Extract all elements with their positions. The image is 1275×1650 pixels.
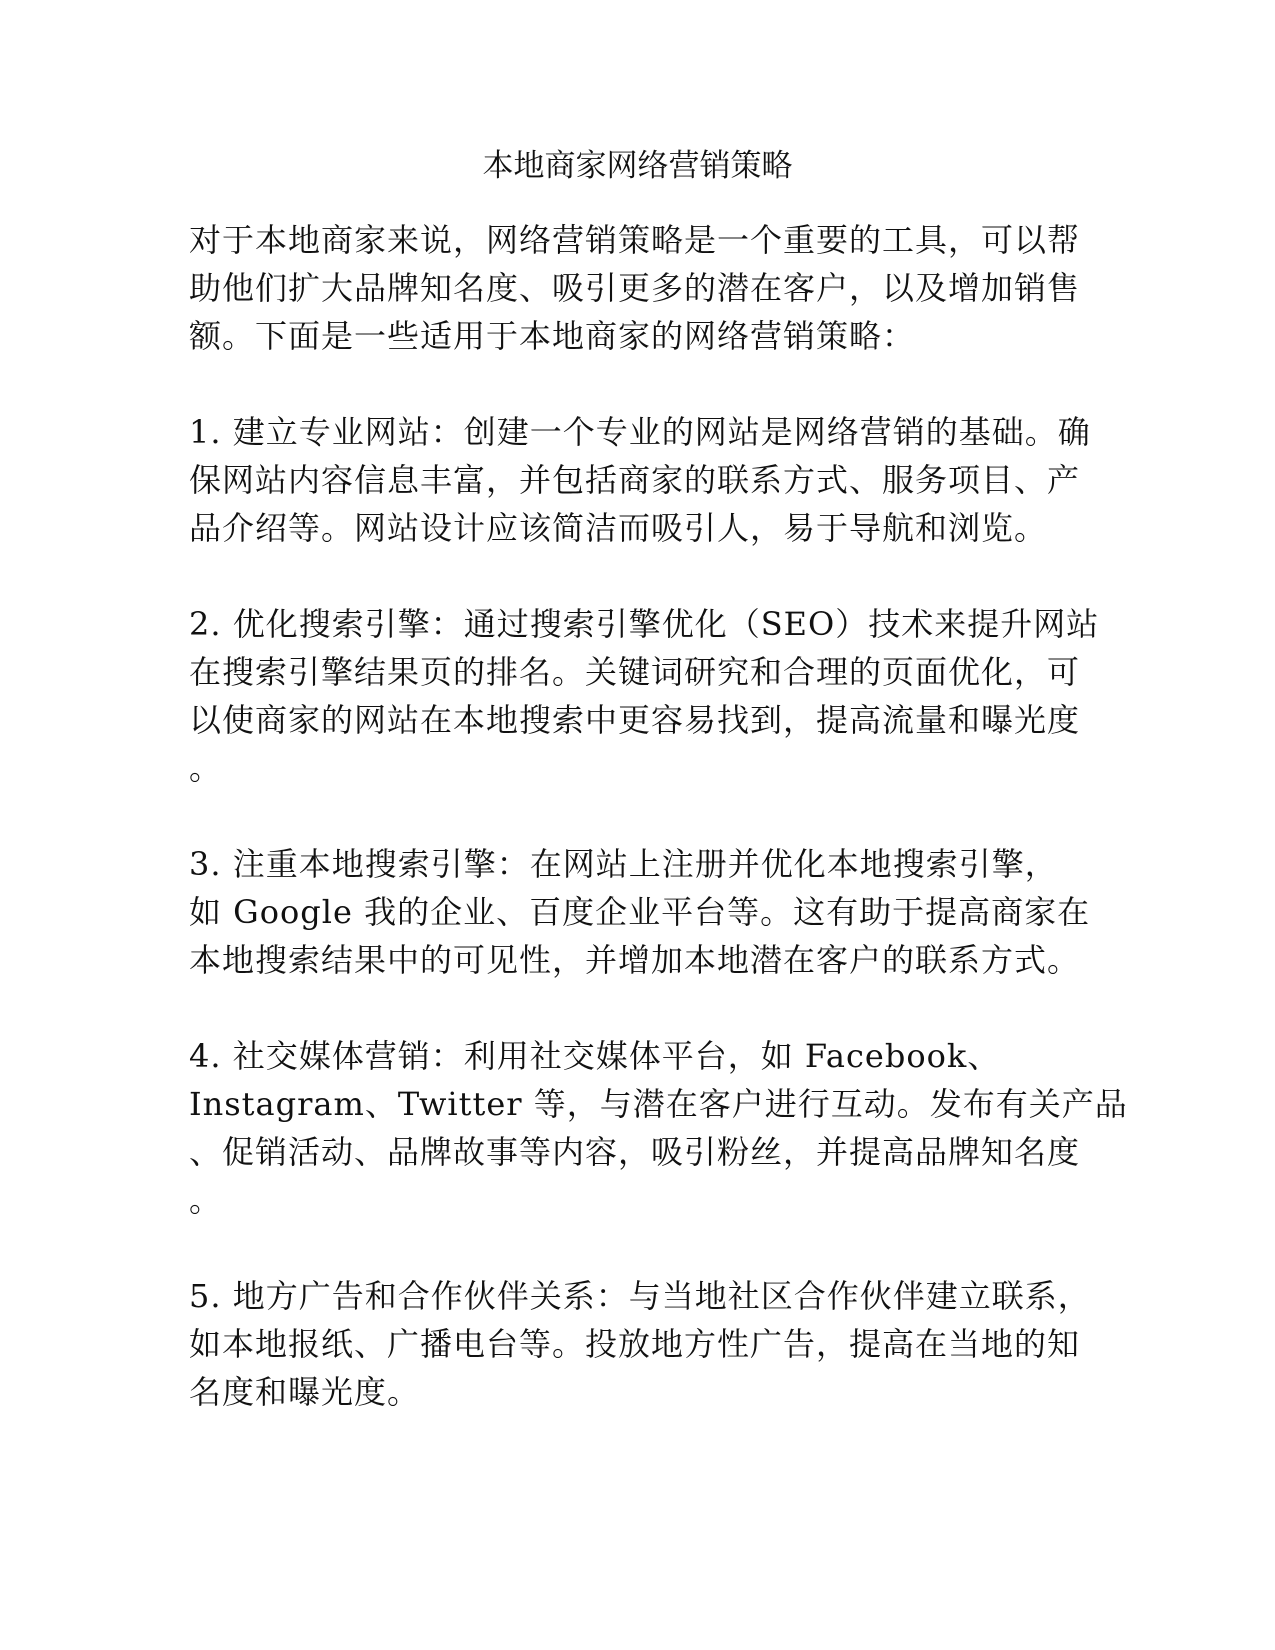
paragraph-item-1 — [189, 408, 1089, 552]
text-line: 对于本地商家来说，网络营销策略是一个重要的工具，可以帮 — [189, 221, 1081, 259]
text-line: 。 — [189, 1181, 223, 1219]
paragraph-item-2 — [189, 600, 1100, 792]
document-title: 本地商家网络营销策略 — [482, 148, 793, 184]
text-line: 。 — [189, 749, 223, 787]
text-line: 4. 社交媒体营销：利用社交媒体平台，如 Facebook、 — [189, 1037, 1001, 1075]
text-line: 如本地报纸、广播电台等。投放地方性广告，提高在当地的知 — [189, 1325, 1081, 1363]
text-line: 1. 建立专业网站：创建一个专业的网站是网络营销的基础。确 — [189, 413, 1091, 451]
text-line: 3. 注重本地搜索引擎：在网站上注册并优化本地搜索引擎， — [189, 845, 1058, 883]
text-line: 品介绍等。网站设计应该简洁而吸引人，易于导航和浏览。 — [189, 509, 1048, 547]
text-line: 5. 地方广告和合作伙伴关系：与当地社区合作伙伴建立联系， — [189, 1277, 1091, 1315]
document-body — [189, 216, 1128, 1464]
paragraph-item-5 — [189, 1272, 1089, 1416]
text-line: 2. 优化搜索引擎：通过搜索引擎优化（SEO）技术来提升网站 — [189, 605, 1100, 643]
text-line: 名度和曝光度。 — [189, 1373, 421, 1411]
text-line: 本地搜索结果中的可见性，并增加本地潜在客户的联系方式。 — [189, 941, 1081, 979]
paragraph-item-4 — [189, 1032, 1128, 1224]
paragraph-item-3 — [189, 840, 1089, 984]
text-line: 、促销活动、品牌故事等内容，吸引粉丝，并提高品牌知名度 — [189, 1133, 1081, 1171]
text-line: 如 Google 我的企业、百度企业平台等。这有助于提高商家在 — [189, 893, 1091, 931]
text-line: 保网站内容信息丰富，并包括商家的联系方式、服务项目、产 — [189, 461, 1081, 499]
text-line: Instagram、Twitter 等，与潜在客户进行互动。发布有关产品 — [189, 1085, 1128, 1123]
text-line: 以使商家的网站在本地搜索中更容易找到，提高流量和曝光度 — [189, 701, 1081, 739]
text-line: 在搜索引擎结果页的排名。关键词研究和合理的页面优化，可 — [189, 653, 1081, 691]
text-line: 额。下面是一些适用于本地商家的网络营销策略： — [189, 317, 916, 355]
text-line: 助他们扩大品牌知名度、吸引更多的潜在客户，以及增加销售 — [189, 269, 1081, 307]
paragraph-intro — [189, 216, 1089, 360]
